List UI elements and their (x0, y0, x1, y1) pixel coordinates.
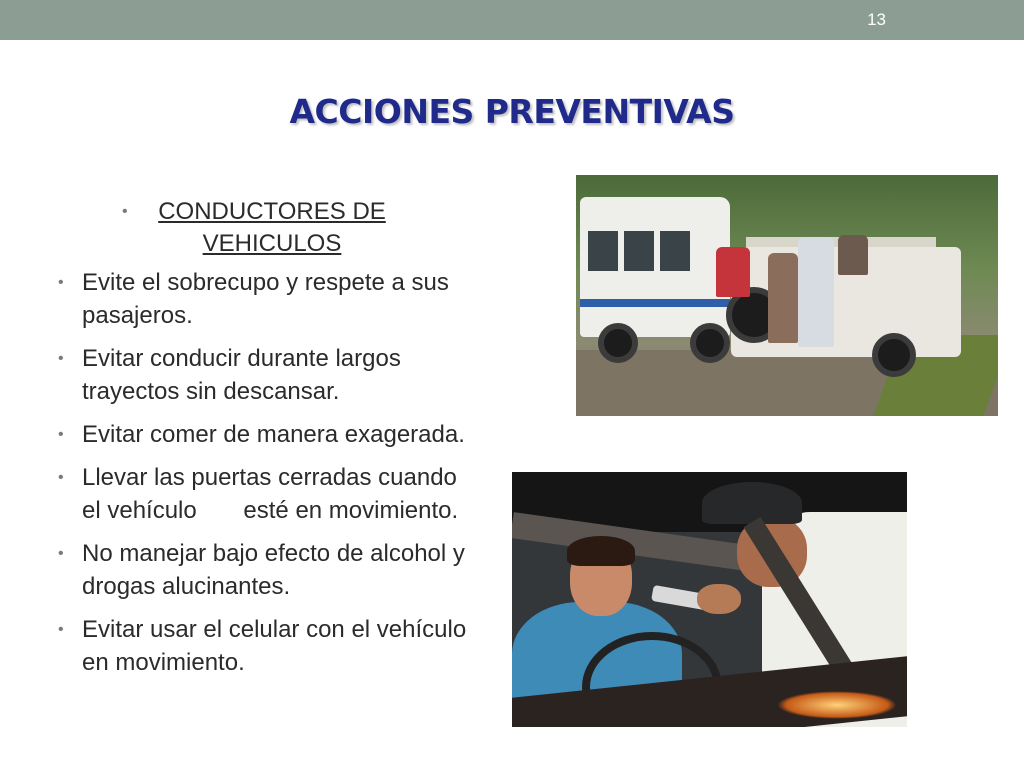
top-bar (0, 0, 1024, 40)
bullet-dot-icon: • (58, 350, 64, 367)
bullet-dot-icon: • (58, 469, 64, 486)
subheading (122, 196, 412, 260)
bullet-dot-icon: • (58, 274, 64, 291)
officer-cap (702, 482, 802, 524)
bullet-text: No manejar bajo efecto de alcohol y drogas alucinantes. (82, 540, 465, 600)
van-window (588, 231, 618, 271)
passenger (838, 235, 868, 275)
bullet-text: Llevar las puertas cerradas cuando el vehículo esté en movimiento. (82, 464, 464, 524)
bullet-item (58, 613, 478, 679)
van-stripe (580, 299, 730, 307)
bullet-dot-icon: • (58, 545, 64, 562)
headlight-glow (777, 691, 897, 719)
passenger (716, 247, 750, 297)
subheading-text: CONDUCTORES DE VEHICULOS (158, 198, 386, 257)
bullet-dot-icon: • (58, 621, 64, 638)
bullet-item (58, 537, 478, 603)
bullet-list (58, 266, 478, 679)
jeep-wheel (872, 333, 916, 377)
passenger (798, 237, 834, 347)
bullet-text: Evite el sobrecupo y respete a sus pasajeros. (82, 269, 449, 329)
breathalyzer-checkpoint-photo (512, 472, 907, 727)
van-wheel (690, 323, 730, 363)
overloaded-vehicles-photo (576, 175, 998, 416)
bullet-text: Evitar conducir durante largos trayectos sin descansar. (82, 345, 401, 405)
white-van (580, 197, 730, 337)
driver-hair (567, 536, 635, 566)
passenger (768, 253, 798, 343)
bullet-item (58, 418, 478, 451)
bullet-text: Evitar usar el celular con el vehículo en movimiento. (82, 616, 467, 676)
bullet-item (58, 266, 478, 332)
van-window (624, 231, 654, 271)
bullet-item (58, 461, 478, 527)
slide-number: 13 (867, 10, 886, 29)
bullet-item (58, 342, 478, 408)
van-wheel (598, 323, 638, 363)
van-window (660, 231, 690, 271)
bullet-dot-icon: • (58, 426, 64, 443)
bullet-text: Evitar comer de manera exagerada. (82, 421, 465, 448)
officer-hand (697, 584, 741, 614)
slide-content (58, 196, 478, 689)
bullet-dot-icon: • (122, 203, 128, 220)
slide-title: ACCIONES PREVENTIVAS (289, 92, 735, 131)
